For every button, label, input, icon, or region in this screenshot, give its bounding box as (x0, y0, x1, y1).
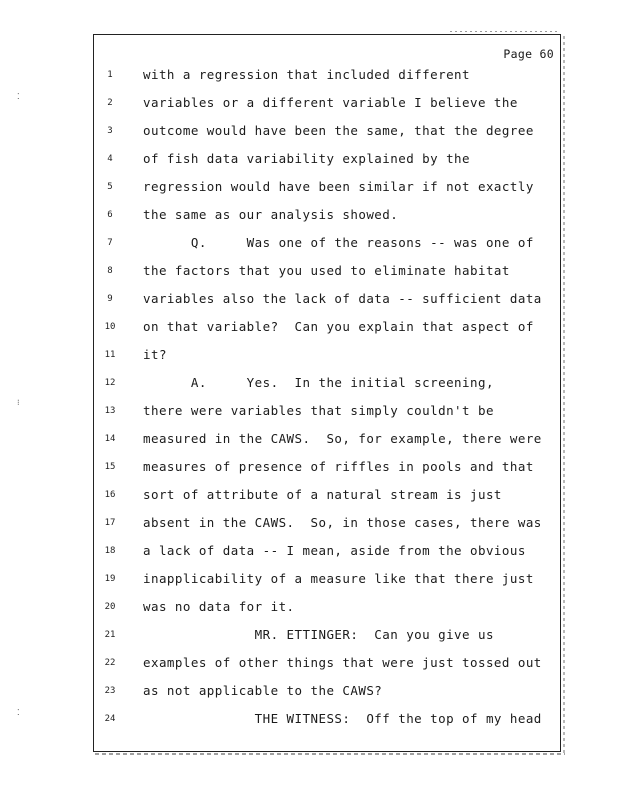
line-number: 8 (107, 266, 113, 276)
line-text: Q. Was one of the reasons -- was one of (143, 235, 534, 250)
transcript-line (0, 597, 618, 617)
margin-mark-bottom: ⁚ (17, 708, 20, 717)
line-number: 17 (104, 518, 116, 528)
line-number: 20 (104, 602, 116, 612)
transcript-line (0, 93, 618, 113)
line-text: of fish data variability explained by the (143, 151, 471, 166)
line-text: the factors that you used to eliminate habitat (143, 263, 510, 278)
line-number: 19 (104, 574, 116, 584)
transcript-line (0, 289, 618, 309)
line-number: 21 (104, 630, 116, 640)
line-text: variables or a different variable I believe the (143, 95, 518, 110)
transcript-line (0, 205, 618, 225)
transcript-line (0, 149, 618, 169)
line-number: 11 (104, 350, 116, 360)
line-number: 9 (107, 294, 113, 304)
line-number: 22 (104, 658, 116, 668)
transcript-line (0, 541, 618, 561)
transcript-line (0, 681, 618, 701)
line-number: 24 (104, 714, 116, 724)
line-text: outcome would have been the same, that the degree (143, 123, 534, 138)
transcript-line (0, 709, 618, 729)
line-text: inapplicability of a measure like that there just (143, 571, 534, 586)
line-number: 14 (104, 434, 116, 444)
line-number: 10 (104, 322, 116, 332)
line-text: examples of other things that were just tossed out (143, 655, 542, 670)
transcript-line (0, 345, 618, 365)
transcript-line (0, 373, 618, 393)
line-text: measured in the CAWS. So, for example, there were (143, 431, 542, 446)
line-number: 13 (104, 406, 116, 416)
line-text: variables also the lack of data -- sufficient data (143, 291, 542, 306)
transcript-line (0, 65, 618, 85)
transcript-line (0, 569, 618, 589)
line-number: 4 (107, 154, 113, 164)
page-number: Page 60 (503, 47, 554, 61)
line-number: 7 (107, 238, 113, 248)
transcript-line (0, 401, 618, 421)
line-text: MR. ETTINGER: Can you give us (143, 627, 494, 642)
transcript-line (0, 485, 618, 505)
scan-artifact-right-edge (563, 36, 565, 754)
line-number: 6 (107, 210, 113, 220)
transcript-line (0, 653, 618, 673)
line-text: was no data for it. (143, 599, 295, 614)
line-text: with a regression that included different (143, 67, 471, 82)
line-text: the same as our analysis showed. (143, 207, 399, 222)
transcript-line (0, 625, 618, 645)
line-text: measures of presence of riffles in pools and that (143, 459, 534, 474)
line-text: as not applicable to the CAWS? (143, 683, 383, 698)
transcript-line (0, 513, 618, 533)
transcript-line (0, 429, 618, 449)
line-text: it? (143, 347, 167, 362)
line-number: 3 (107, 126, 113, 136)
line-text: sort of attribute of a natural stream is just (143, 487, 502, 502)
line-number: 12 (104, 378, 116, 388)
transcript-line (0, 457, 618, 477)
scan-artifact-top (450, 31, 560, 32)
margin-mark-middle: ⁝ (17, 398, 20, 407)
line-number: 23 (104, 686, 116, 696)
line-number: 2 (107, 98, 113, 108)
line-text: a lack of data -- I mean, aside from the obvious (143, 543, 526, 558)
line-text: regression would have been similar if not exactly (143, 179, 534, 194)
transcript-line (0, 261, 618, 281)
transcript-line (0, 233, 618, 253)
line-number: 1 (107, 70, 113, 80)
line-text: on that variable? Can you explain that aspect of (143, 319, 534, 334)
line-number: 18 (104, 546, 116, 556)
line-text: there were variables that simply couldn't be (143, 403, 494, 418)
line-number: 16 (104, 490, 116, 500)
line-number: 5 (107, 182, 113, 192)
transcript-line (0, 177, 618, 197)
line-text: A. Yes. In the initial screening, (143, 375, 494, 390)
line-number: 15 (104, 462, 116, 472)
scan-artifact-bottom-edge (95, 753, 565, 755)
line-text: absent in the CAWS. So, in those cases, there was (143, 515, 542, 530)
transcript-line (0, 121, 618, 141)
margin-mark-top: ⁚ (17, 92, 20, 101)
line-text: THE WITNESS: Off the top of my head (143, 711, 542, 726)
transcript-line (0, 317, 618, 337)
